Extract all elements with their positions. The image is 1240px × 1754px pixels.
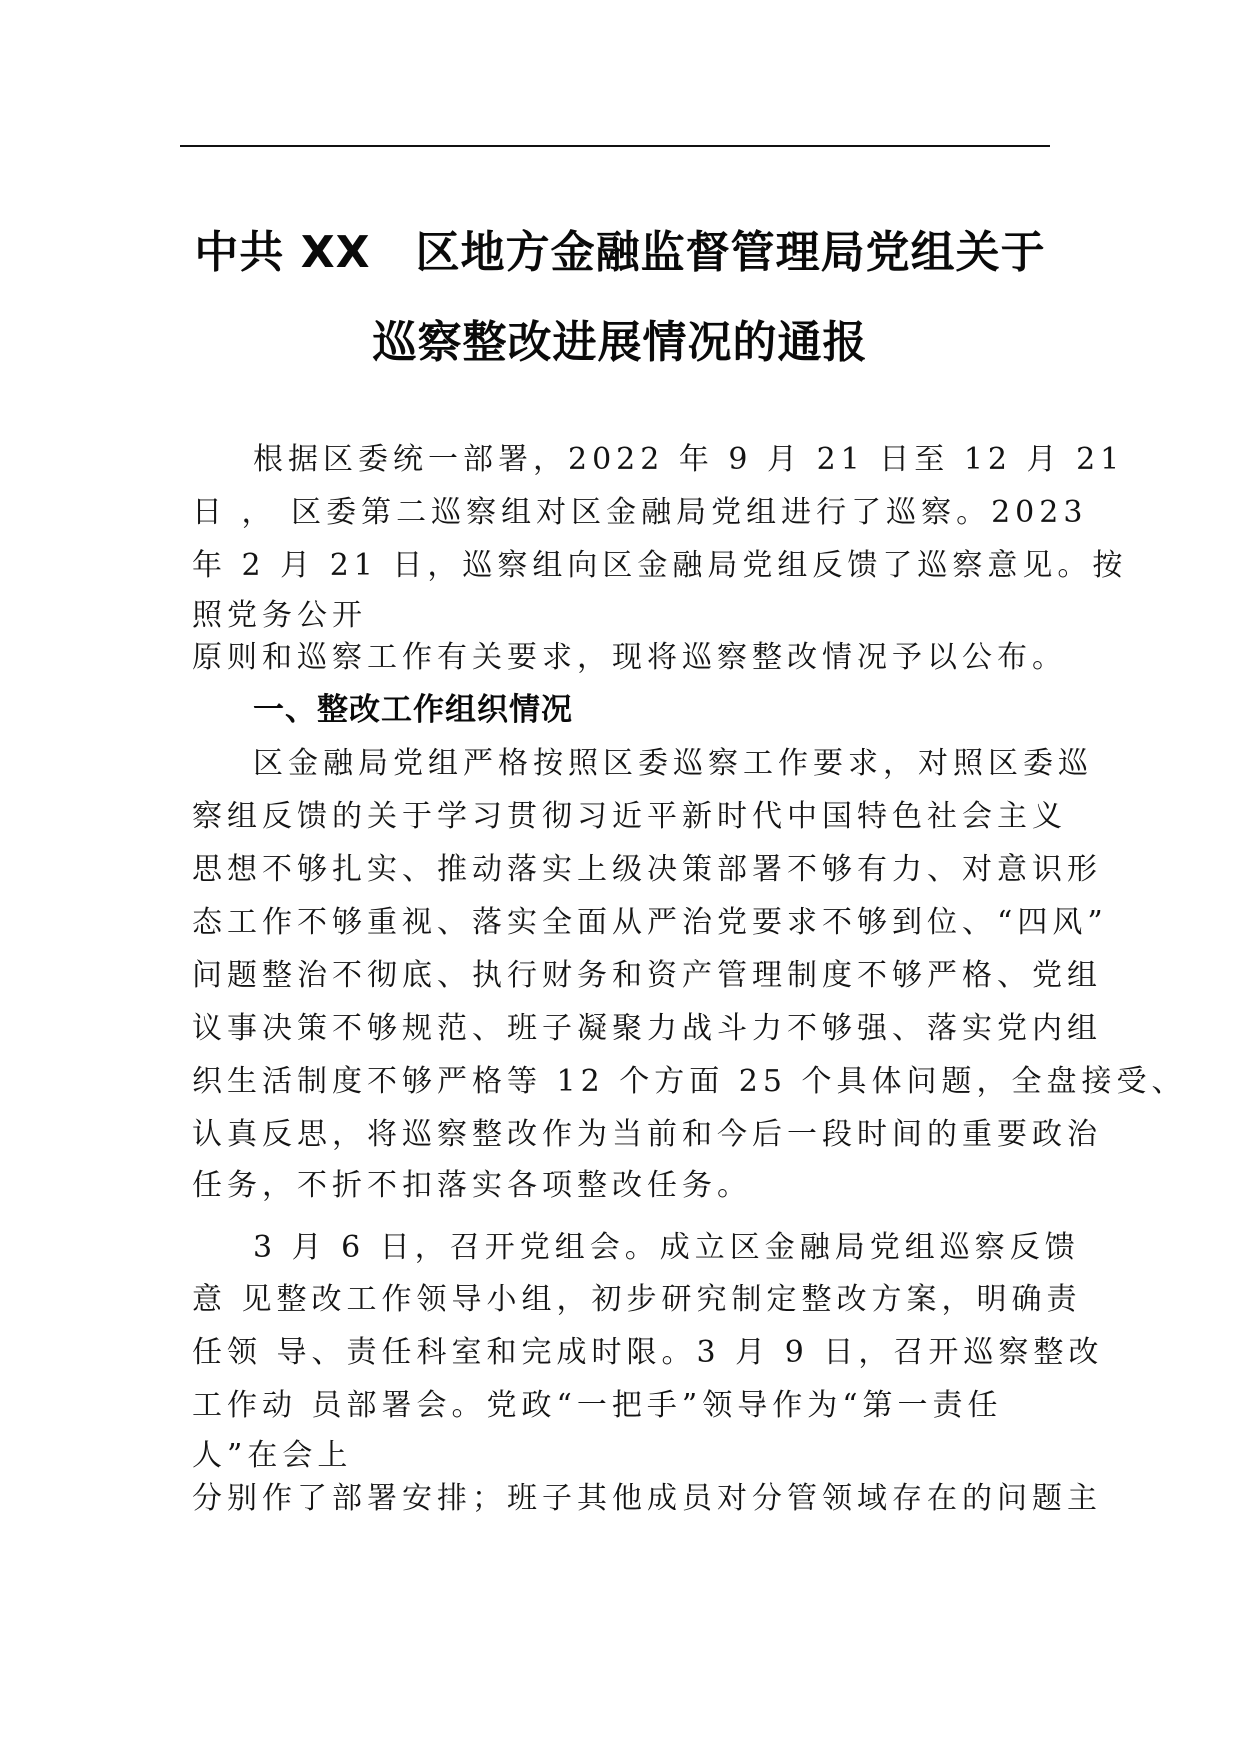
intro-paragraph-line: 年 2 月 21 日，巡察组向区金融局党组反馈了巡察意见。按 <box>192 548 1128 583</box>
section-paragraph-line: 察组反馈的关于学习贯彻习近平新时代中国特色社会主义 <box>192 799 1067 834</box>
section-paragraph-line: 织生活制度不够严格等 12 个方面 25 个具体问题，全盘接受、 <box>192 1064 1187 1099</box>
section-paragraph-line: 工作动 员部署会。党政“一把手”领导作为“第一责任 <box>192 1388 1003 1423</box>
section-paragraph-line: 任务，不折不扣落实各项整改任务。 <box>192 1168 752 1203</box>
section-paragraph-line: 认真反思，将巡察整改作为当前和今后一段时间的重要政治 <box>192 1117 1102 1152</box>
section-paragraph-line: 人”在会上 <box>192 1438 353 1473</box>
section-paragraph-line: 意 见整改工作领导小组，初步研究制定整改方案，明确责 <box>192 1282 1082 1317</box>
section-paragraph-line: 问题整治不彻底、执行财务和资产管理制度不够严格、党组 <box>192 958 1102 993</box>
header-rule <box>180 145 1050 147</box>
section-paragraph-line: 任领 导、责任科室和完成时限。3 月 9 日，召开巡察整改 <box>192 1335 1104 1370</box>
section-paragraph-line: 3 月 6 日，召开党组会。成立区金融局党组巡察反馈 <box>253 1230 1080 1265</box>
section-paragraph-line: 议事决策不够规范、班子凝聚力战斗力不够强、落实党内组 <box>192 1011 1102 1046</box>
section-paragraph-line: 思想不够扎实、推动落实上级决策部署不够有力、对意识形 <box>192 852 1102 887</box>
section-heading: 一、整改工作组织情况 <box>253 692 573 728</box>
document-title-line-2: 巡察整改进展情况的通报 <box>372 317 868 368</box>
intro-paragraph-line: 根据区委统一部署，2022 年 9 月 21 日至 12 月 21 <box>253 442 1125 477</box>
intro-paragraph-line: 照党务公开 <box>192 598 367 633</box>
intro-paragraph-line: 日 ， 区委第二巡察组对区金融局党组进行了巡察。2023 <box>192 495 1088 530</box>
document-title-line-1: 中共 XX 区地方金融监督管理局党组关于 <box>194 227 1046 278</box>
section-paragraph-line: 态工作不够重视、落实全面从严治党要求不够到位、“四风” <box>192 905 1108 940</box>
intro-paragraph-line: 原则和巡察工作有关要求，现将巡察整改情况予以公布。 <box>192 640 1067 675</box>
section-paragraph-line: 区金融局党组严格按照区委巡察工作要求，对照区委巡 <box>253 746 1093 781</box>
section-paragraph-line: 分别作了部署安排；班子其他成员对分管领域存在的问题主 <box>192 1481 1102 1516</box>
